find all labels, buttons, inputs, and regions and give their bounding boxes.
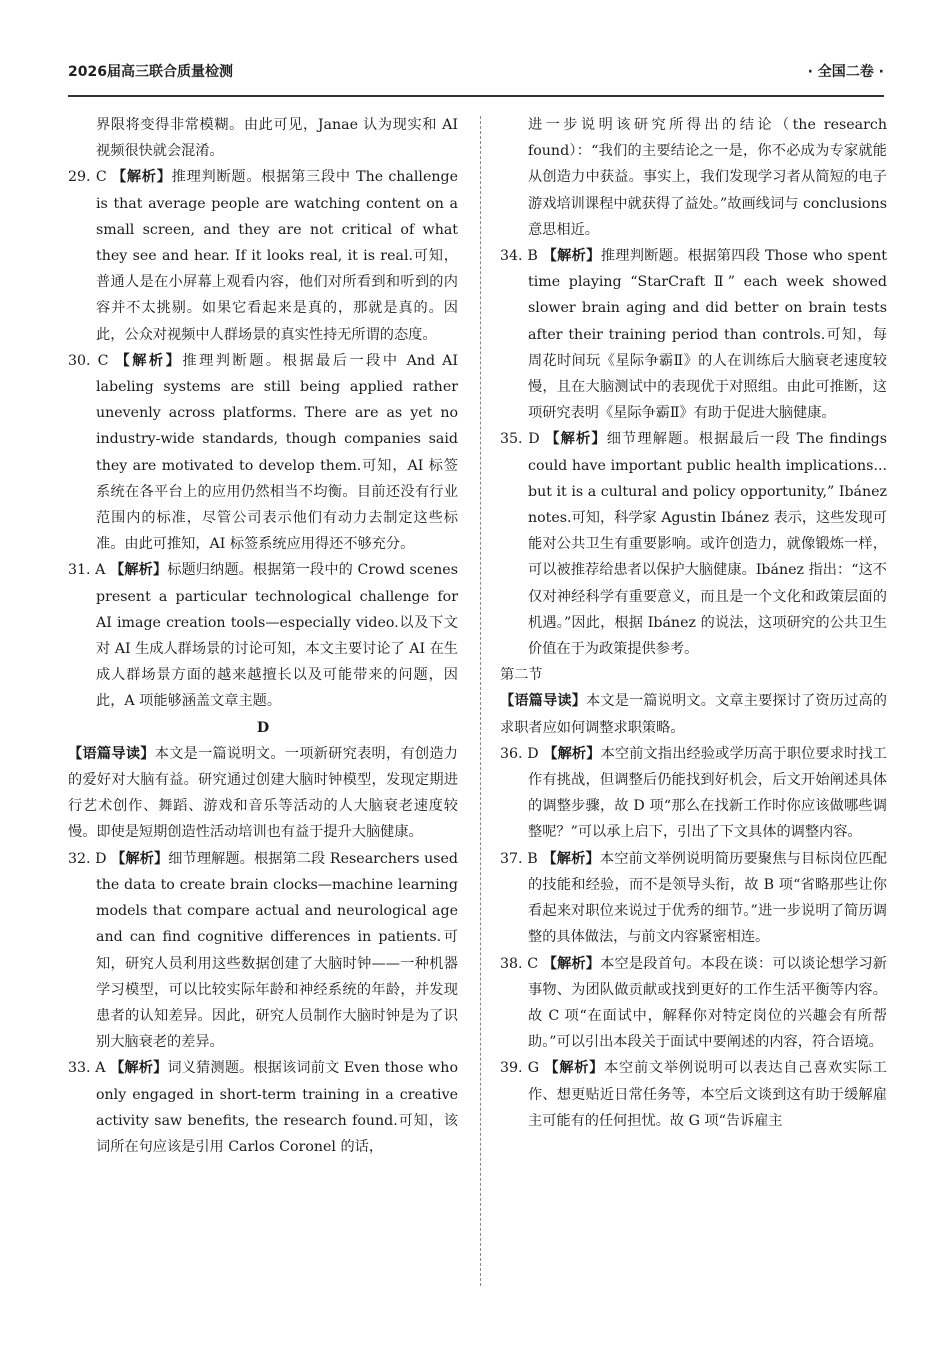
answer-item-q33 <box>68 1055 458 1160</box>
answer-number: 34. B <box>500 248 543 265</box>
text-block-introD <box>68 741 458 846</box>
analysis-tag: 【解析】 <box>542 850 600 867</box>
answer-item-q35 <box>500 426 887 662</box>
answer-item-q30 <box>68 348 458 558</box>
column-divider <box>480 116 481 1286</box>
right-column <box>500 112 887 1134</box>
answer-number: 31. A <box>68 562 111 579</box>
body-text: 本空前文举例说明简历要聚焦与目标岗位匹配的技能和经验，而不是领导头衔，故 B 项“省略那些让你看起来对职位来说过于优秀的细节。”进一步说明了简历调整的具体做法，与前文内容紧密相连。 <box>528 850 887 946</box>
left-column <box>68 112 458 1160</box>
answer-item-q34 <box>500 243 887 426</box>
analysis-tag: 【解析】 <box>545 431 607 448</box>
answer-item-q36 <box>500 741 887 846</box>
answer-item-q32 <box>68 846 458 1056</box>
analysis-tag: 【解析】 <box>115 352 183 369</box>
analysis-tag: 【语篇导读】 <box>500 693 587 710</box>
analysis-tag: 【解析】 <box>111 850 169 867</box>
answer-item-q29 <box>68 164 458 347</box>
analysis-tag: 【解析】 <box>110 562 168 579</box>
body-text: 进一步说明该研究所得出的结论（the research found）：“我们的主要结论之一是，你不必成为专家就能从创造力中获益。事实上，我们发现学习者从简短的电子游戏培训课程中就获得了益处。”故画线词与 conclusions 意思相近。 <box>528 117 887 238</box>
analysis-tag: 【解析】 <box>542 248 601 265</box>
answer-item-q37 <box>500 846 887 951</box>
answer-number: 37. B <box>500 850 543 867</box>
text-block-intro2 <box>500 688 887 740</box>
page-header <box>68 58 884 84</box>
body-text: 细节理解题。根据最后一段 The findings could have important public health implications... but it is a cultural and policy opportunity,” Ibánez notes.可知，科学家 Agustin Ibánez 表示，这些发现可能对公共卫生有重要影响。或许创造力，就像锻炼一样，可以被推荐给患者以保护大脑健康。Ibánez 指出：“这不仅对神经科学有重要意义，而且是一个文化和政策层面的机遇。”因此，根据 Ibánez 的说法，这项研究的公共卫生价值在于为政策提供参考。 <box>528 431 887 658</box>
body-text: 本空是段首句。本段在谈：可以谈论想学习新事物、为团队做贡献或找到更好的工作生活平衡等内容。故 C 项“在面试中，解释你对特定岗位的兴趣会有所帮助。”可以引出本段关于面试中要阐述的内容，符合语境。 <box>528 955 887 1051</box>
answer-number: 36. D <box>500 745 544 762</box>
answer-number: 29. C <box>68 169 112 186</box>
body-text: 本文是一篇说明文。一项新研究表明，有创造力的爱好对大脑有益。研究通过创建大脑时钟模型，发现定期进行艺术创作、舞蹈、游戏和音乐等活动的人大脑衰老速度较慢。即使是短期创造性活动培训也有益于提升大脑健康。 <box>68 745 458 841</box>
answer-number: 39. G <box>500 1060 545 1077</box>
body-text: 本文是一篇说明文。文章主要探讨了资历过高的求职者应如何调整求职策略。 <box>500 693 887 736</box>
paper-edition: · 全国二卷 · <box>807 64 884 80</box>
analysis-tag: 【解析】 <box>111 169 172 186</box>
body-text: 细节理解题。根据第二段 Researchers used the data to create brain clocks—machine learning models that compare actual and neurological age and can find cognitive differences in patients.可知，研究人员利用这些数据创建了大脑时钟——一种机器学习模型，可以比较实际年龄和神经系统的年龄，并发现患者的认知差异。因此，研究人员制作大脑时钟是为了识别大脑衰老的差异。 <box>96 850 458 1051</box>
answer-item-q38 <box>500 951 887 1056</box>
body-text: 推理判断题。根据最后一段中 And AI labeling systems are still being applied rather unevenly across platforms. There are as yet no industry-wide standards, though companies said they are motivated to develop them.可知，AI 标签系统在各平台上的应用仍然相当不均衡。目前还没有行业范围内的标准，尽管公司表示他们有动力去制定这些标准。由此可推知，AI 标签系统应用得还不够充分。 <box>96 352 458 553</box>
body-text: 界限将变得非常模糊。由此可见，Janae 认为现实和 AI 视频很快就会混淆。 <box>96 117 458 160</box>
analysis-tag: 【解析】 <box>543 745 601 762</box>
analysis-tag: 【解析】 <box>110 1060 168 1077</box>
analysis-tag: 【解析】 <box>544 1060 605 1077</box>
analysis-tag: 【语篇导读】 <box>68 745 155 762</box>
body-text: 本空前文举例说明可以表达自己喜欢实际工作、想更贴近日常任务等，本空后文谈到这有助于缓解雇主可能有的任何担忧。故 G 项“告诉雇主 <box>528 1060 887 1129</box>
exam-title: 2026届高三联合质量检测 <box>68 64 233 80</box>
header-rule <box>68 95 884 97</box>
body-text: 词义猜测题。根据该词前文 Even those who only engaged in short-term training in a creative activity saw benefits, the research found.可知，该词所在句应该是引用 Carlos Coronel 的话， <box>96 1060 458 1155</box>
body-text: D <box>256 719 270 736</box>
body-text: 推理判断题。根据第三段中 The challenge is that average people are watching content on a small screen, and they are not critical of what they see and hear. If it looks real, it is real.可知，普通人是在小屏幕上观看内容，他们对所看到和听到的内容并不太挑剔。如果它看起来是真的，那就是真的。因此，公众对视频中人群场景的真实性持无所谓的态度。 <box>96 169 458 343</box>
answer-number: 33. A <box>68 1060 111 1077</box>
text-block-cont28 <box>68 112 458 164</box>
body-text: 第二节 <box>500 667 543 684</box>
body-text: 本空前文指出经验或学历高于职位要求时找工作有挑战，但调整后仍能找到好机会，后文开始阐述具体的调整步骤，故 D 项“那么在找新工作时你应该做哪些调整呢？”可以承上启下，引出了下文具体的调整内容。 <box>528 745 887 841</box>
text-block-sec2 <box>500 662 887 688</box>
answer-item-q39 <box>500 1055 887 1134</box>
body-text: 推理判断题。根据第四段 Those who spent time playing “StarCraft Ⅱ” each week showed slower brain aging and did better on brain tests after their training period than controls.可知，每周花时间玩《星际争霸Ⅱ》的人在训练后大脑衰老速度较慢，且在大脑测试中的表现优于对照组。由此可推断，这项研究表明《星际争霸Ⅱ》有助于促进大脑健康。 <box>528 248 887 422</box>
answer-number: 38. C <box>500 955 543 972</box>
text-block-cont33 <box>500 112 887 243</box>
analysis-tag: 【解析】 <box>542 955 601 972</box>
answer-number: 35. D <box>500 431 546 448</box>
body-text: 标题归纳题。根据第一段中的 Crowd scenes present a particular technological challenge for AI image creation tools—especially video.以及下文对 AI 生成人群场景的讨论可知，本文主要讨论了 AI 在生成人群场景方面的越来越擅长以及可能带来的问题，因此，A 项能够涵盖文章主题。 <box>96 562 458 710</box>
text-block-secD <box>68 715 458 741</box>
answer-number: 32. D <box>68 850 112 867</box>
answer-number: 30. C <box>68 352 116 369</box>
answer-item-q31 <box>68 557 458 714</box>
